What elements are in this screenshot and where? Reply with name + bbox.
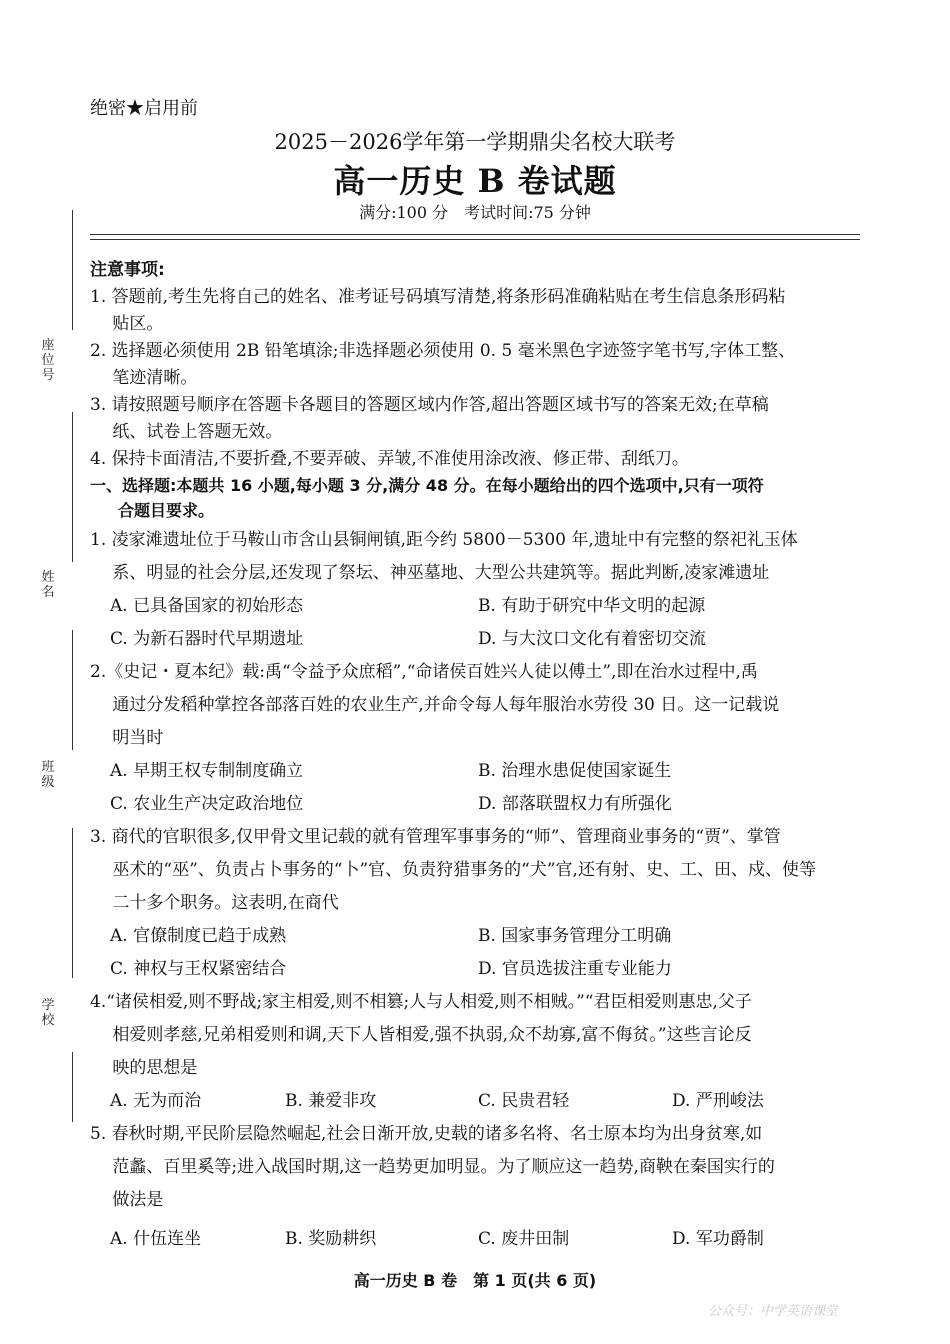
watermark: 公众号：中学英语课堂 bbox=[708, 1304, 839, 1319]
notice-line: 4. 保持卡面清洁,不要折叠,不要弄破、弄皱,不准使用涂改液、修正带、刮纸刀。 bbox=[90, 449, 689, 469]
paper-title: 高一历史 B 卷试题 bbox=[333, 162, 617, 200]
notice-line: 2. 选择题必须使用 2B 铅笔填涂;非选择题必须使用 0. 5 毫米黑色字迹签字笔书写,字体工整、 bbox=[90, 341, 796, 361]
question-3-stem: 3. 商代的官职很多,仅甲骨文里记载的就有管理军事事务的“师”、管理商业事务的“贾”、掌管 bbox=[90, 827, 781, 847]
question-5-stem: 做法是 bbox=[90, 1190, 164, 1210]
class-label: 班级 bbox=[41, 760, 55, 790]
section-heading: 一、选择题:本题共 16 小题,每小题 3 分,满分 48 分。在每小题给出的四个选项中,只有一项符 bbox=[90, 476, 764, 495]
q2-option-d: D. 部落联盟权力有所强化 bbox=[478, 794, 672, 814]
notice-line: 3. 请按照题号顺序在答题卡各题目的答题区域内作答,超出答题区域书写的答案无效;在草稿 bbox=[90, 395, 769, 415]
q5-option-c: C. 废井田制 bbox=[478, 1229, 570, 1249]
score-time: 满分:100 分 考试时间:75 分钟 bbox=[359, 203, 591, 222]
school-label: 学校 bbox=[41, 998, 55, 1028]
notice-line: 贴区。 bbox=[90, 314, 164, 334]
question-1-stem: 系、明显的社会分层,还发现了祭坛、神巫墓地、大型公共建筑等。据此判断,凌家滩遗址 bbox=[90, 563, 770, 583]
notice-line: 纸、试卷上答题无效。 bbox=[90, 422, 283, 442]
q1-option-d: D. 与大汶口文化有着密切交流 bbox=[478, 629, 706, 649]
question-3-stem: 巫术的“巫”、负责占卜事务的“卜”官、负责狩猎事务的“犬”官,还有射、史、工、田、戍、使等 bbox=[90, 860, 816, 880]
q1-option-b: B. 有助于研究中华文明的起源 bbox=[478, 596, 706, 616]
q2-option-b: B. 治理水患促使国家诞生 bbox=[478, 761, 672, 781]
notice-title: 注意事项: bbox=[90, 260, 165, 280]
notice-line: 1. 答题前,考生先将自己的姓名、准考证号码填写清楚,将条形码准确粘贴在考生信息条形码粘 bbox=[90, 287, 786, 307]
name-label: 姓名 bbox=[41, 570, 55, 600]
q5-option-a: A. 什伍连坐 bbox=[110, 1229, 202, 1249]
q3-option-d: D. 官员选拔注重专业能力 bbox=[478, 959, 672, 979]
notice-line: 笔迹清晰。 bbox=[90, 368, 198, 388]
question-3-stem: 二十多个职务。这表明,在商代 bbox=[90, 893, 339, 913]
question-4-stem: 相爱则孝慈,兄弟相爱则和调,天下人皆相爱,强不执弱,众不劫寡,富不侮贫。”这些言论反 bbox=[90, 1025, 752, 1045]
binding-line-3 bbox=[72, 630, 73, 750]
header-rule-bottom bbox=[90, 239, 860, 240]
q3-option-a: A. 官僚制度已趋于成熟 bbox=[110, 926, 287, 946]
question-4-stem: 映的思想是 bbox=[90, 1058, 198, 1078]
q1-option-a: A. 已具备国家的初始形态 bbox=[110, 596, 304, 616]
section-heading-cont: 合题目要求。 bbox=[118, 501, 215, 520]
binding-line-1 bbox=[72, 210, 73, 330]
page-footer: 高一历史 B 卷 第 1 页(共 6 页) bbox=[353, 1271, 597, 1290]
confidential-mark: 绝密★启用前 bbox=[90, 98, 198, 119]
q2-option-c: C. 农业生产决定政治地位 bbox=[110, 794, 304, 814]
binding-line-4 bbox=[72, 828, 73, 978]
q5-option-b: B. 奖励耕织 bbox=[285, 1229, 377, 1249]
binding-line-5 bbox=[72, 1052, 73, 1122]
question-1-stem: 1. 凌家滩遗址位于马鞍山市含山县铜闸镇,距今约 5800－5300 年,遗址中有完整的祭祀礼玉体 bbox=[90, 530, 798, 550]
q4-option-b: B. 兼爱非攻 bbox=[285, 1091, 377, 1111]
q4-option-a: A. 无为而治 bbox=[110, 1091, 202, 1111]
exam-name: 2025－2026学年第一学期鼎尖名校大联考 bbox=[274, 130, 676, 154]
question-5-stem: 5. 春秋时期,平民阶层隐然崛起,社会日渐开放,史载的诸多名将、名士原本均为出身贫寒,如 bbox=[90, 1124, 763, 1144]
question-5-stem: 范蠡、百里奚等;进入战国时期,这一趋势更加明显。为了顺应这一趋势,商鞅在秦国实行的 bbox=[90, 1157, 775, 1177]
q2-option-a: A. 早期王权专制制度确立 bbox=[110, 761, 304, 781]
question-2-stem: 明当时 bbox=[90, 728, 164, 748]
q4-option-c: C. 民贵君轻 bbox=[478, 1091, 570, 1111]
q3-option-c: C. 神权与王权紧密结合 bbox=[110, 959, 287, 979]
binding-line-2 bbox=[72, 412, 73, 562]
question-2-stem: 2.《史记・夏本纪》载:禹“令益予众庶稻”,“命诸侯百姓兴人徒以傅土”,即在治水过程中,禹 bbox=[90, 662, 758, 682]
q3-option-b: B. 国家事务管理分工明确 bbox=[478, 926, 672, 946]
seat-label: 座位号 bbox=[41, 338, 55, 383]
q1-option-c: C. 为新石器时代早期遗址 bbox=[110, 629, 304, 649]
question-2-stem: 通过分发稻种掌控各部落百姓的农业生产,并命令每人每年服治水劳役 30 日。这一记载说 bbox=[90, 695, 780, 715]
header-rule-top bbox=[90, 234, 860, 235]
q5-option-d: D. 军功爵制 bbox=[672, 1229, 764, 1249]
question-4-stem: 4.“诸侯相爱,则不野战;家主相爱,则不相篡;人与人相爱,则不相贼。”“君臣相爱则惠忠,父子 bbox=[90, 992, 752, 1012]
q4-option-d: D. 严刑峻法 bbox=[672, 1091, 764, 1111]
